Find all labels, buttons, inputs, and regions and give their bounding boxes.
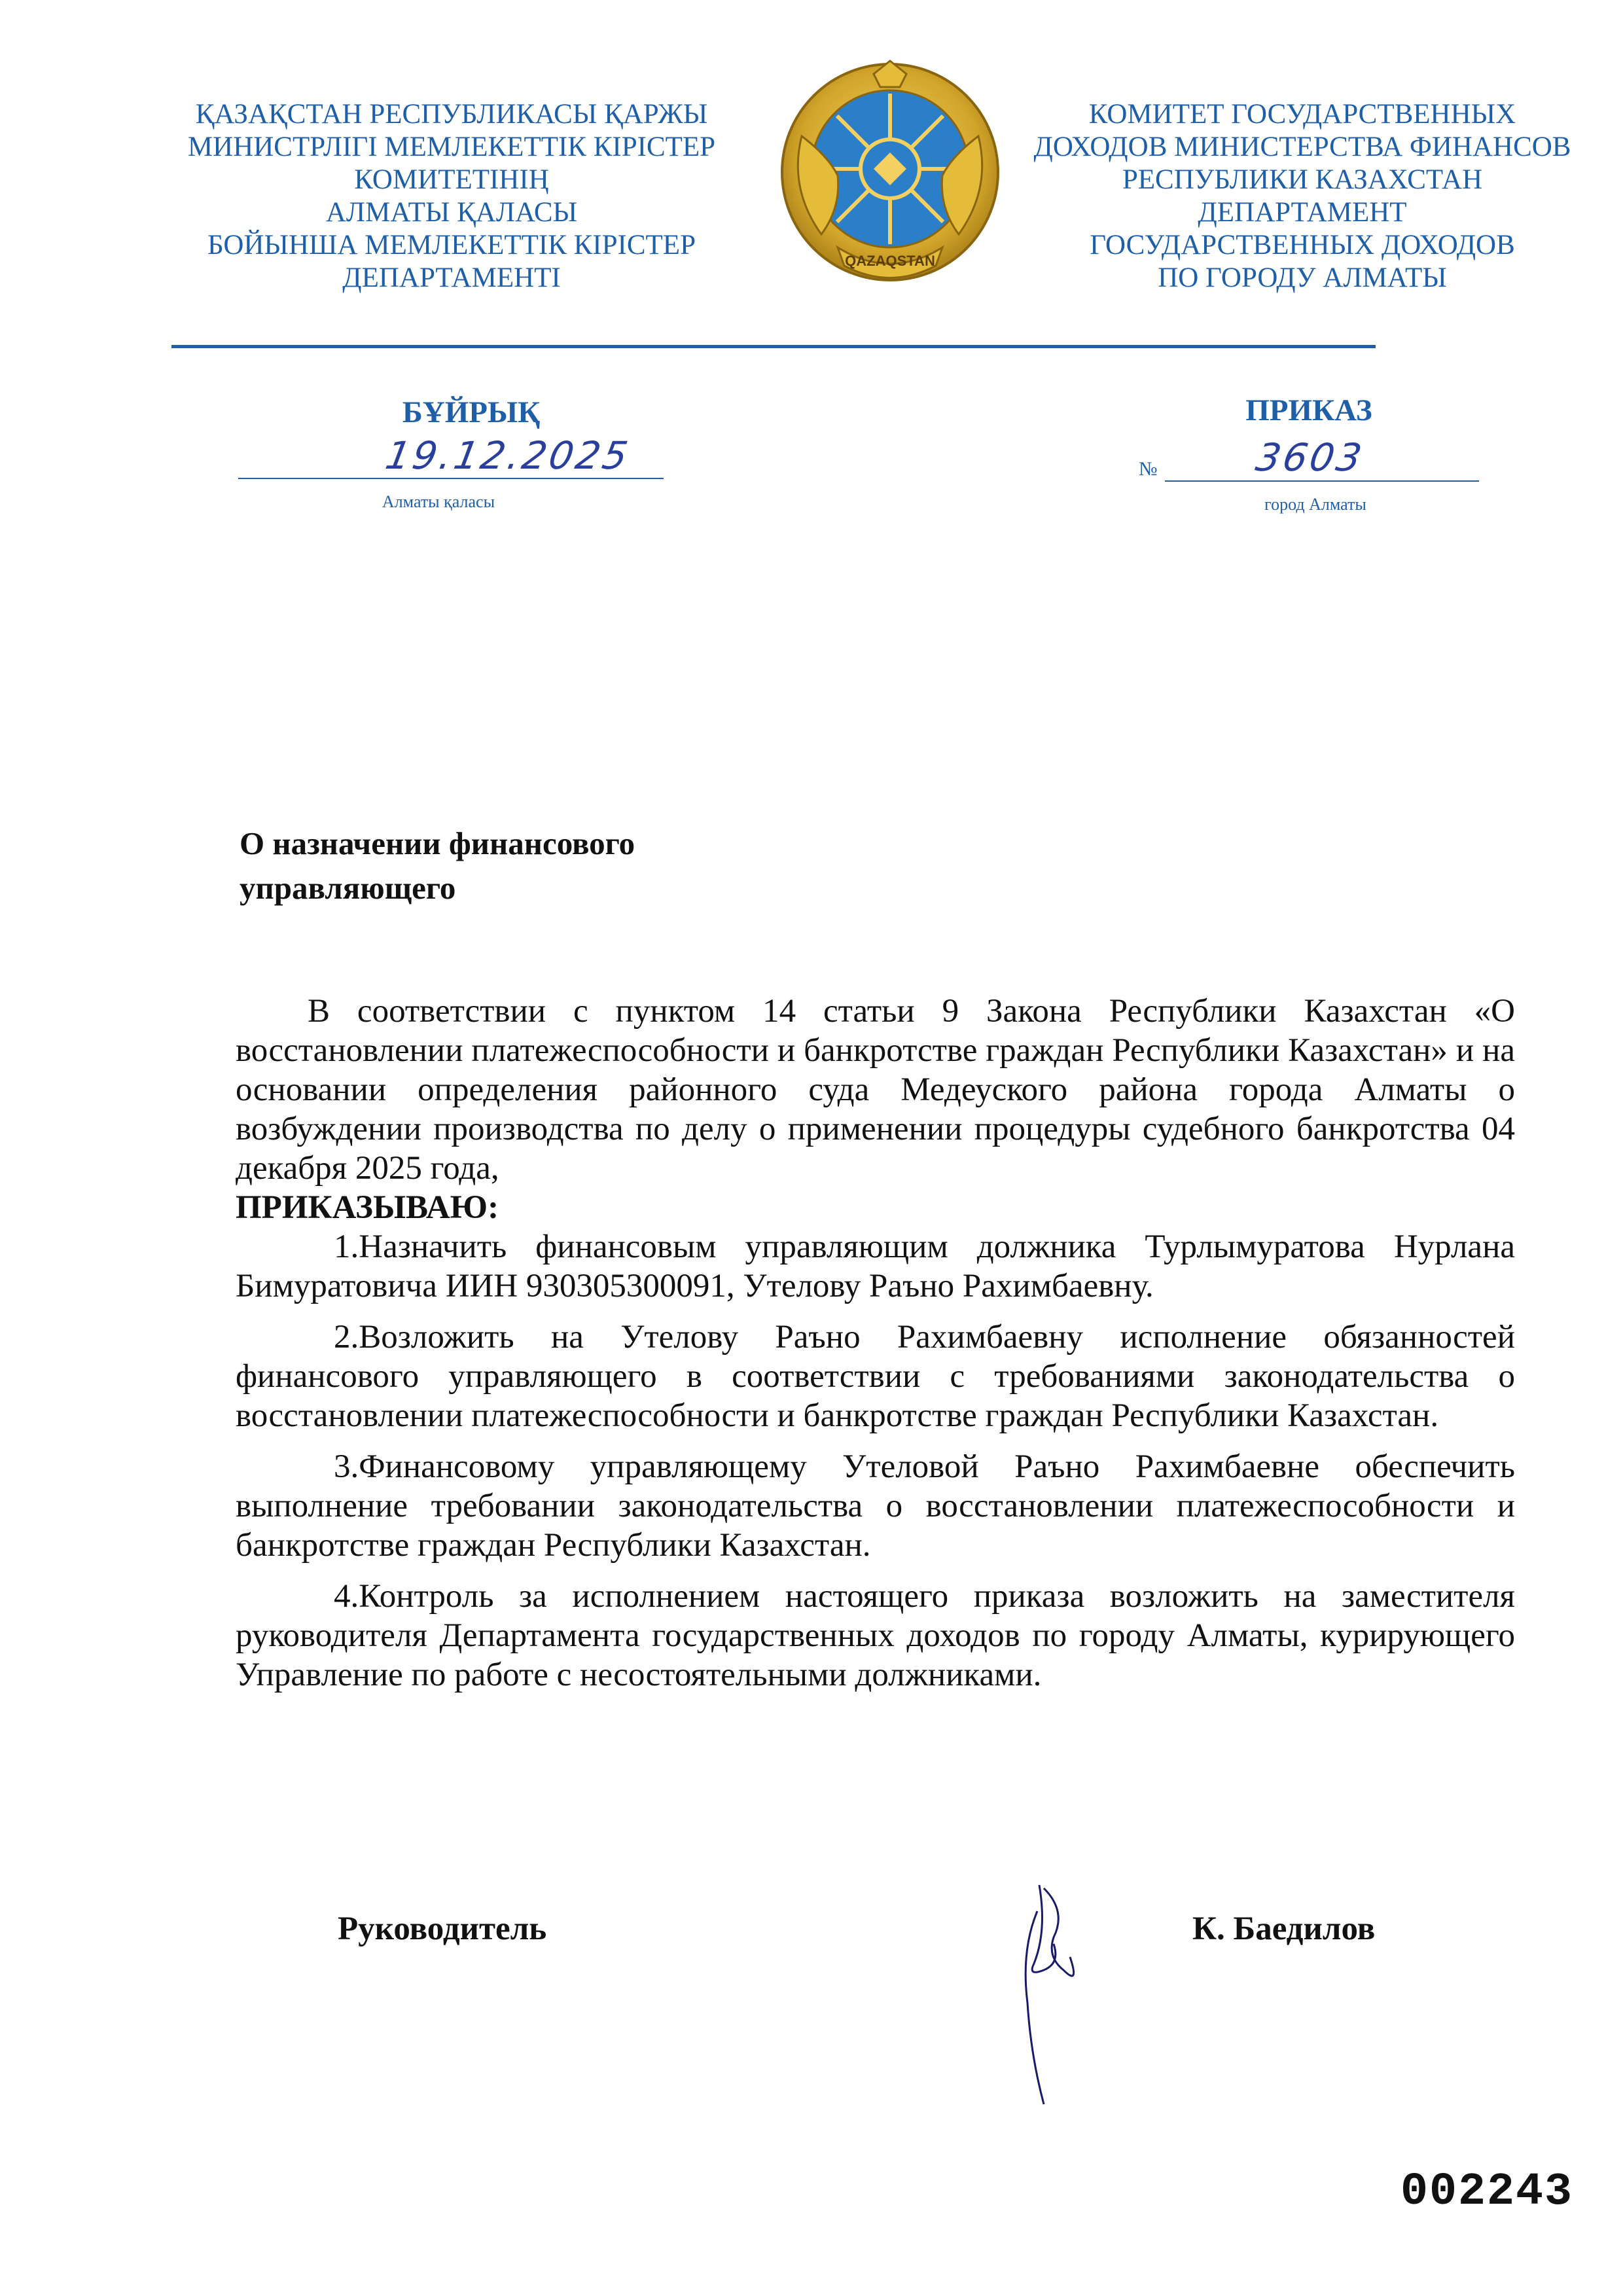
- number-line: [1165, 480, 1479, 482]
- order-item: 4.Контроль за исполнением настоящего приказа возложить на заместителя руководителя Департамента государственных доходов по городу Алматы, курирующего Управление по работе с несостоятельными должниками.: [236, 1578, 1515, 1693]
- order-title-kz: БҰЙРЫҚ: [402, 395, 541, 429]
- preamble: В соответствии с пунктом 14 статьи 9 Закона Республики Казахстан «О восстановлении платежеспособности и банкротстве граждан Республики Казахстан» и на основании определения районного суда Медеуского района города Алматы о возбуждении производства по делу о применении процедуры судебного банкротства 04 декабря 2025 года,: [236, 993, 1515, 1187]
- signatory-name: К. Баедилов: [1192, 1910, 1376, 1947]
- order-subject: [240, 821, 635, 910]
- order-item: 2.Возложить на Утелову Раъно Рахимбаевну исполнение обязанностей финансового управляющего в соответствии с требованиями законодательства о восстановлении платежеспособности и банкротстве граждан Республики Казахстан.: [236, 1319, 1515, 1434]
- number-sign: №: [1139, 458, 1158, 480]
- header-left-kz: [131, 98, 772, 295]
- header-left-line: ДЕПАРТАМЕНТІ: [342, 262, 561, 293]
- header-right-line: ГОСУДАРСТВЕННЫХ ДОХОДОВ: [1090, 230, 1515, 260]
- city-kz: Алматы қаласы: [382, 492, 495, 511]
- header-left-line: АЛМАТЫ ҚАЛАСЫ: [325, 197, 578, 228]
- header-right-line: ПО ГОРОДУ АЛМАТЫ: [1158, 262, 1447, 293]
- header-left-line: ҚАЗАҚСТАН РЕСПУБЛИКАСЫ ҚАРЖЫ: [195, 99, 708, 130]
- state-emblem-icon: [776, 58, 1005, 293]
- header-right-line: РЕСПУБЛИКИ КАЗАХСТАН: [1122, 164, 1483, 195]
- command-word: ПРИКАЗЫВАЮ:: [236, 1189, 499, 1226]
- header-right-line: КОМИТЕТ ГОСУДАРСТВЕННЫХ: [1088, 99, 1516, 130]
- date-line: [238, 478, 664, 479]
- handwritten-date: 19.12.2025: [382, 433, 634, 478]
- header-divider: [171, 345, 1376, 348]
- header-right-line: ДОХОДОВ МИНИСТЕРСТВА ФИНАНСОВ: [1033, 132, 1571, 162]
- order-item: 1.Назначить финансовым управляющим должника Турлымуратова Нурлана Бимуратовича ИИН 930305300091, Утелову Раъно Рахимбаевну.: [236, 1229, 1515, 1304]
- subject-line: О назначении финансового: [240, 825, 635, 861]
- order-item: 3.Финансовому управляющему Утеловой Раъно Рахимбаевне обеспечить выполнение требовании законодательства о восстановлении платежеспособности и банкротстве граждан Республики Казахстан.: [236, 1448, 1515, 1564]
- emblem-text: QAZAQSTAN: [845, 253, 935, 269]
- header-right-ru: [995, 98, 1610, 295]
- handwritten-signature: [1008, 1872, 1178, 2114]
- order-body: [236, 992, 1515, 1695]
- subject-line: управляющего: [240, 870, 456, 906]
- header-left-line: КОМИТЕТІНІҢ: [354, 164, 549, 195]
- header-left-line: БОЙЫНША МЕМЛЕКЕТТІК КІРІСТЕР: [207, 230, 696, 260]
- header-left-line: МИНИСТРЛІГІ МЕМЛЕКЕТТІК КІРІСТЕР: [187, 132, 716, 162]
- signatory-role: Руководитель: [338, 1910, 547, 1947]
- header-right-line: ДЕПАРТАМЕНТ: [1198, 197, 1407, 228]
- order-title-ru: ПРИКАЗ: [1245, 393, 1372, 427]
- serial-number: 002243: [1400, 2166, 1574, 2218]
- city-ru: город Алматы: [1264, 495, 1366, 514]
- handwritten-order-number: 3603: [1253, 435, 1368, 480]
